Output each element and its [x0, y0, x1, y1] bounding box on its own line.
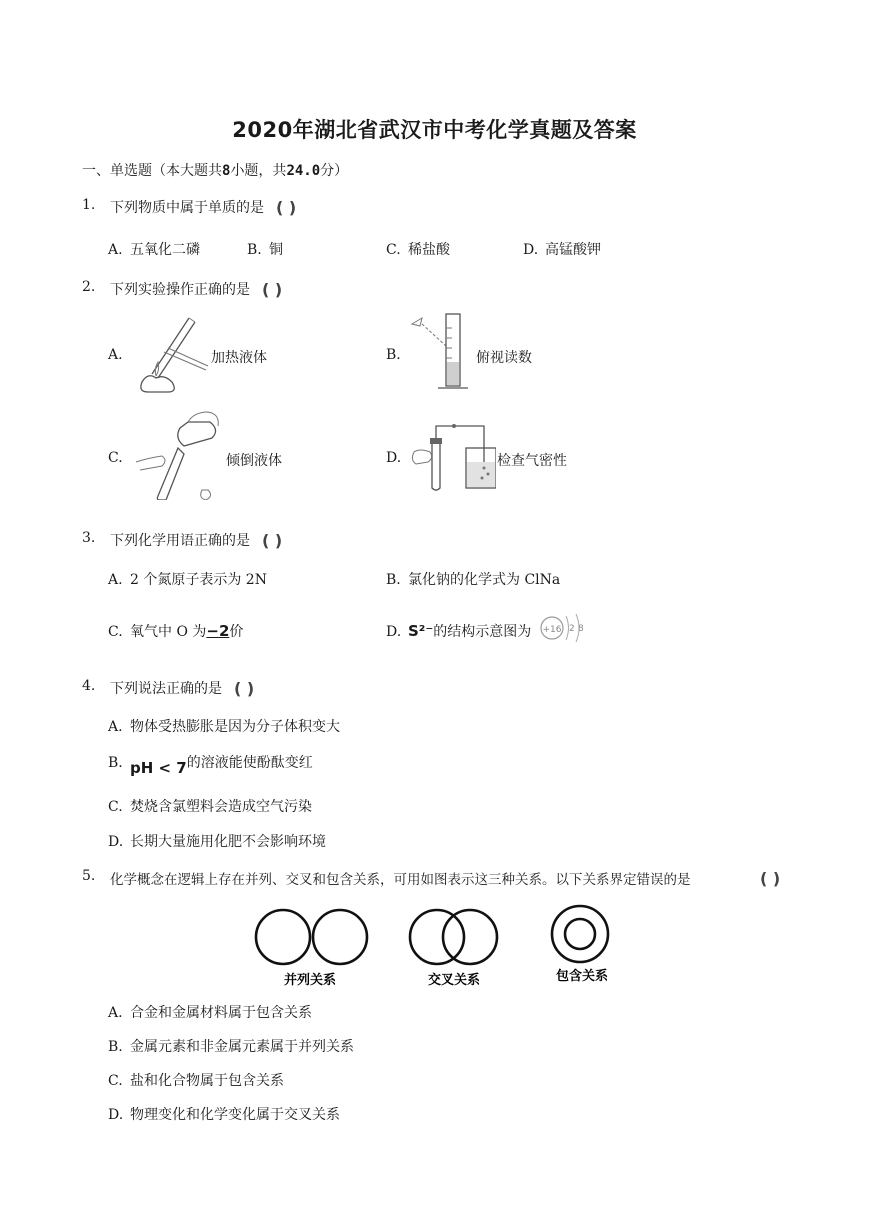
sulfide-ion: S²⁻ — [408, 622, 434, 640]
q2-option-d[interactable]: D. — [386, 450, 402, 466]
q2-option-a[interactable]: A. — [108, 347, 123, 363]
answer-blank: ( ) — [262, 531, 283, 550]
ph-formula: pH < 7 — [130, 759, 187, 777]
q4-option-b[interactable]: B. pH < 7的溶液能使酚酞变红 — [108, 755, 313, 777]
atomic-structure-diagram — [538, 610, 588, 646]
answer-blank: ( ) — [234, 679, 255, 698]
intersect-relation-label: 交叉关系 — [427, 973, 481, 988]
q3-option-b[interactable]: B. 氯化钠的化学式为 ClNa — [386, 572, 561, 588]
q4-option-c[interactable]: C. 焚烧含氯塑料会造成空气污染 — [108, 799, 312, 815]
parallel-relation-figure — [256, 910, 367, 988]
q2-option-d-text: 检查气密性 — [497, 453, 567, 469]
page-title: 2020年湖北省武汉市中考化学真题及答案 — [232, 118, 637, 142]
q4-option-d[interactable]: D. 长期大量施用化肥不会影响环境 — [108, 834, 326, 850]
q4-option-a[interactable]: A. 物体受热膨胀是因为分子体积变大 — [108, 719, 340, 735]
contain-relation-figure — [552, 906, 608, 984]
q2-option-c[interactable]: C. — [108, 450, 123, 466]
nucleus-charge: +16 — [542, 625, 562, 635]
concept-relation-diagram — [250, 900, 620, 992]
q3-option-c[interactable]: C. 氧气中 O 为−2价 — [108, 622, 244, 640]
intersect-relation-figure — [410, 910, 497, 988]
q2-option-b-text: 俯视读数 — [476, 350, 532, 366]
section-header: 一、单选题（本大题共8小题，共24.0分） — [82, 163, 349, 179]
answer-blank: ( ) — [276, 198, 297, 217]
shell-1-electrons: 2 — [569, 624, 575, 634]
q1-option-a[interactable]: A. 五氧化二磷 — [108, 242, 200, 258]
airtightness-check-illustration — [404, 418, 496, 492]
shell-2-electrons: 8 — [578, 624, 584, 634]
q1-option-b[interactable]: B. 铜 — [247, 242, 283, 258]
heating-liquid-illustration — [134, 312, 210, 394]
answer-blank: ( ) — [760, 869, 781, 888]
q3-option-d[interactable]: D. S²⁻的结构示意图为 — [386, 622, 532, 640]
q1-option-d[interactable]: D. 高锰酸钾 — [523, 242, 601, 258]
q2-option-c-text: 倾倒液体 — [226, 453, 282, 469]
q5-option-a[interactable]: A. 合金和金属材料属于包含关系 — [108, 1005, 312, 1021]
contain-relation-label: 包含关系 — [555, 969, 609, 984]
graduated-cylinder-illustration — [410, 308, 472, 396]
valence-value: −2 — [206, 622, 230, 640]
q2-option-a-text: 加热液体 — [211, 350, 267, 366]
q5-option-c[interactable]: C. 盐和化合物属于包含关系 — [108, 1073, 284, 1089]
q1-option-c[interactable]: C. 稀盐酸 — [386, 242, 450, 258]
parallel-relation-label: 并列关系 — [283, 973, 337, 988]
q5-option-d[interactable]: D. 物理变化和化学变化属于交叉关系 — [108, 1107, 340, 1123]
q5-option-b[interactable]: B. 金属元素和非金属元素属于并列关系 — [108, 1039, 354, 1055]
answer-blank: ( ) — [262, 280, 283, 299]
q3-option-a[interactable]: A. 2 个氮原子表示为 2N — [108, 572, 267, 588]
q2-option-b[interactable]: B. — [386, 347, 401, 363]
pouring-liquid-illustration — [128, 408, 226, 500]
